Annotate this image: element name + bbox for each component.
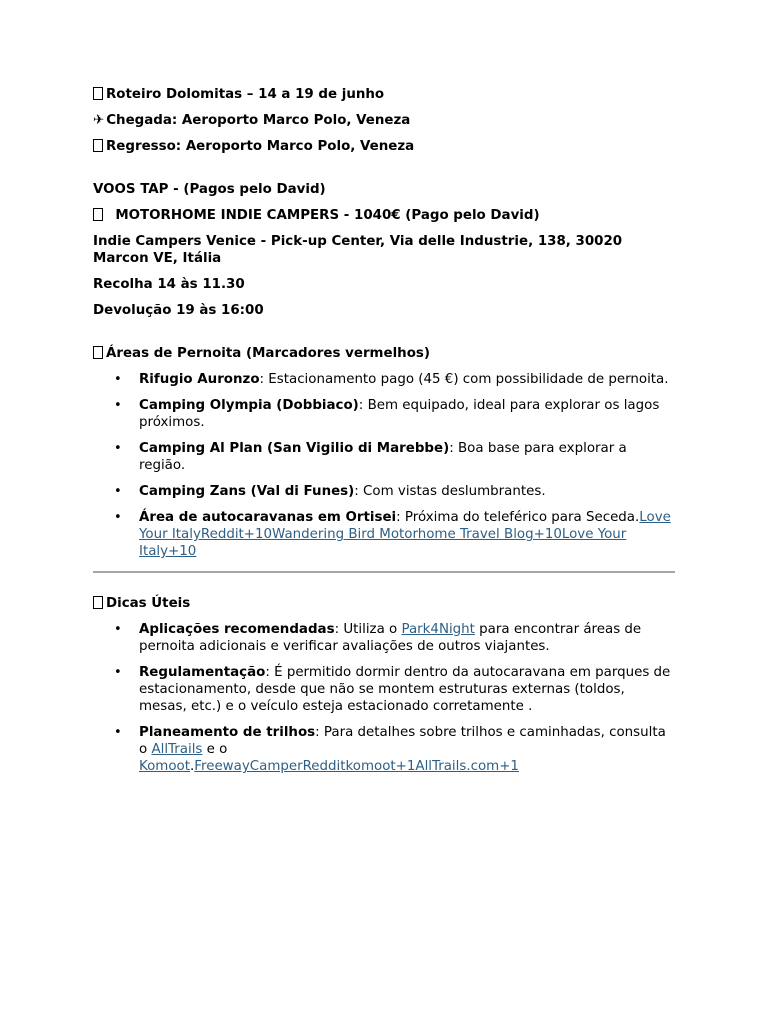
list-item (93, 371, 675, 388)
bullet-icon: • (114, 622, 122, 637)
item-text: : É permitido dormir dentro da autocaravana em parques de estacionamento, desde que não se montem estruturas externas (toldos, mesas, etc.) e o veículo esteja estacionado corretamente . (139, 665, 671, 714)
pickup-time: Recolha 14 às 11.30 (93, 277, 245, 292)
missing-glyph-icon (93, 139, 103, 152)
return-line (93, 138, 675, 155)
item-text: e o (202, 742, 228, 757)
item-text: : Próxima do teleférico para Seceda. (396, 510, 640, 525)
item-name: Aplicações recomendadas (139, 622, 335, 637)
komoot-link[interactable]: Komoot (139, 759, 190, 774)
flights-line: VOOS TAP - (Pagos pelo David) (93, 182, 326, 197)
item-name: Rifugio Auronzo (139, 372, 260, 387)
item-text: : Utiliza o (334, 622, 402, 637)
list-item (93, 509, 675, 560)
item-text: : Boa base para explorar a região. (139, 441, 627, 473)
bullet-icon: • (114, 484, 122, 499)
areas-list (93, 371, 675, 560)
trip-title (93, 86, 675, 103)
list-item (93, 440, 675, 474)
item-text: : Bem equipado, ideal para explorar os lagos próximos. (139, 398, 660, 430)
areas-heading-text: Áreas de Pernoita (Marcadores vermelhos) (106, 346, 430, 361)
bullet-icon: • (114, 398, 122, 413)
alltrails-link[interactable]: AllTrails (151, 742, 203, 757)
list-item (93, 664, 675, 715)
motorhome-text: MOTORHOME INDIE CAMPERS - 1040€ (Pago pelo David) (115, 208, 540, 223)
item-text: . (190, 759, 195, 774)
item-name: Camping Zans (Val di Funes) (139, 484, 355, 499)
pickup-address: Indie Campers Venice - Pick-up Center, Via delle Industrie, 138, 30020 Marcon VE, Itália (93, 234, 623, 266)
bullet-icon: • (114, 510, 122, 525)
return-text: Regresso: Aeroporto Marco Polo, Veneza (106, 139, 415, 154)
item-name: Área de autocaravanas em Ortisei (139, 510, 397, 525)
item-name: Camping Al Plan (San Vigilio di Marebbe) (139, 441, 450, 456)
item-text: : Para detalhes sobre trilhos e caminhadas, consulta o (139, 725, 666, 757)
missing-glyph-icon (93, 208, 103, 221)
list-item (93, 621, 675, 655)
tips-list (93, 621, 675, 775)
bullet-icon: • (114, 725, 122, 740)
list-item (93, 483, 675, 500)
park4night-link[interactable]: Park4Night (401, 622, 475, 637)
item-name: Camping Olympia (Dobbiaco) (139, 398, 359, 413)
arrival-text: Chegada: Aeroporto Marco Polo, Veneza (106, 113, 411, 128)
missing-glyph-icon (93, 87, 103, 100)
tips-heading-text: Dicas Úteis (106, 596, 191, 611)
list-item (93, 397, 675, 431)
document-content (93, 86, 675, 784)
motorhome-line (93, 207, 675, 224)
item-text: : Com vistas deslumbrantes. (354, 484, 546, 499)
item-name: Regulamentação (139, 665, 266, 680)
tips-heading (93, 595, 675, 612)
bullet-icon: • (114, 441, 122, 456)
areas-heading (93, 345, 675, 362)
item-text: : Estacionamento pago (45 €) com possibilidade de pernoita. (259, 372, 669, 387)
bullet-icon: • (114, 372, 122, 387)
airplane-icon: ✈ (93, 113, 105, 128)
trip-title-text: Roteiro Dolomitas – 14 a 19 de junho (106, 87, 385, 102)
return-time: Devolução 19 às 16:00 (93, 303, 264, 318)
bullet-icon: • (114, 665, 122, 680)
list-item (93, 724, 675, 775)
arrival-line (93, 112, 675, 129)
source-links[interactable]: FreewayCamperRedditkomoot+1AllTrails.com+1 (194, 759, 519, 774)
item-name: Planeamento de trilhos (139, 725, 316, 740)
item-text: para encontrar áreas de pernoita adicionais e verificar avaliações de outros viajantes. (139, 622, 642, 654)
missing-glyph-icon (93, 346, 103, 359)
missing-glyph-icon (93, 596, 103, 609)
source-links[interactable]: Love Your ItalyReddit+10Wandering Bird Motorhome Travel Blog+10Love Your Italy+10 (139, 510, 671, 559)
